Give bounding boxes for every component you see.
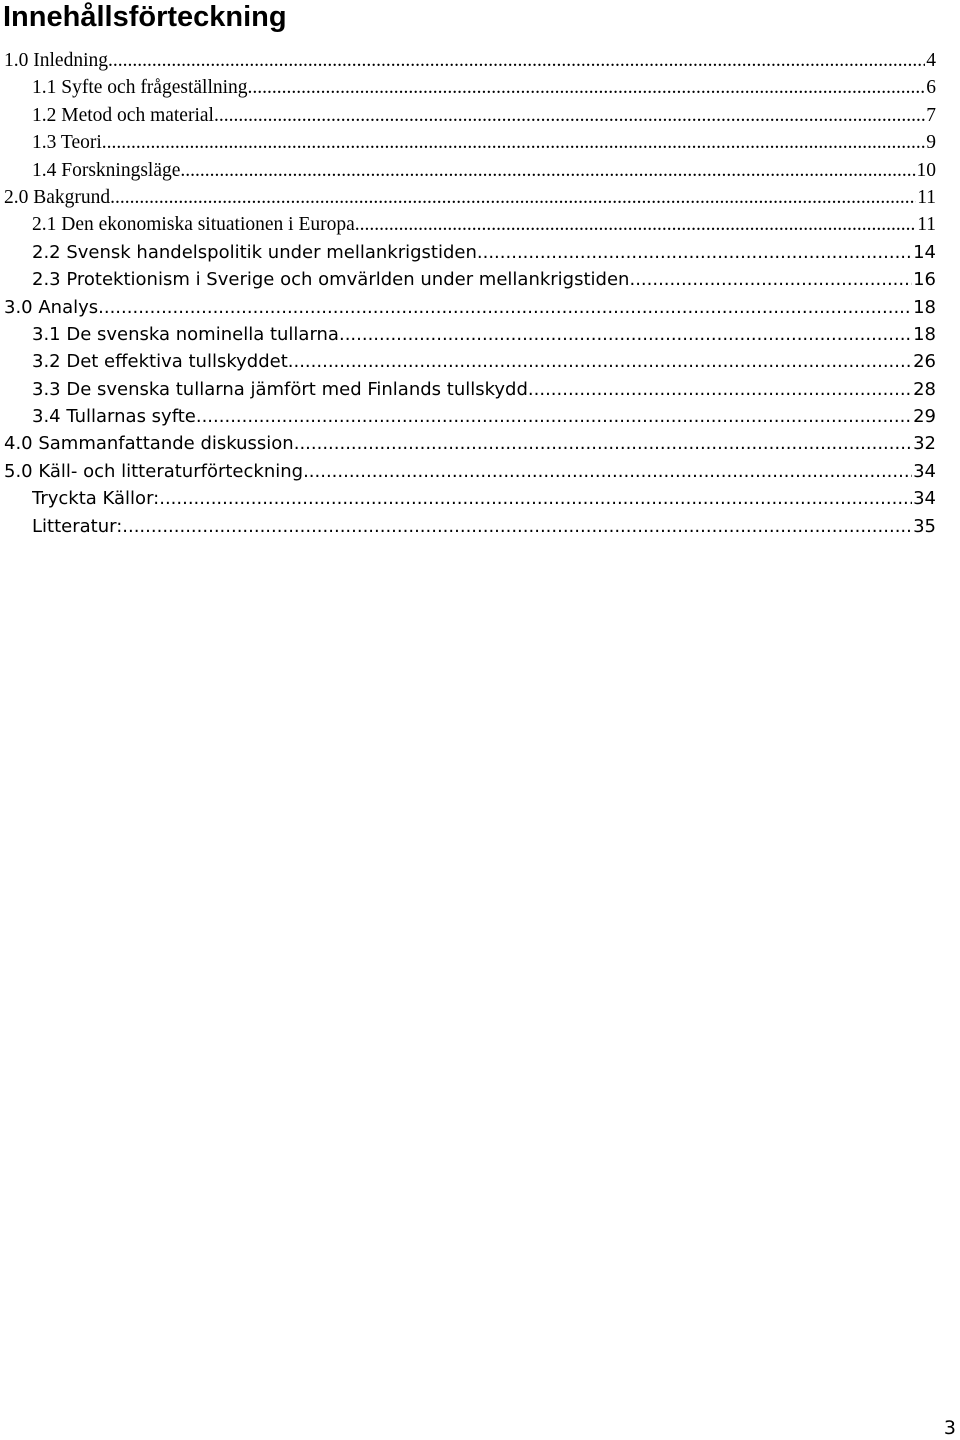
toc-entry[interactable] xyxy=(0,47,960,74)
toc-entry-title: 2.3 Protektionism i Sverige och omvärlden under mellankrigstiden xyxy=(32,266,629,293)
toc-entry-title: 1.0 Inledning xyxy=(4,47,108,74)
toc-entry-title: 3.2 Det effektiva tullskyddet xyxy=(32,348,288,375)
toc-entry-title: Litteratur: xyxy=(32,513,122,540)
dot-leader xyxy=(159,485,912,512)
toc-entry-page: 7 xyxy=(926,104,936,126)
toc-entry-line xyxy=(32,211,936,238)
toc-entry-title: 1.1 Syfte och frågeställning xyxy=(32,74,248,101)
toc-entry-page: 26 xyxy=(913,351,936,373)
toc-entry-title: 3.4 Tullarnas syfte xyxy=(32,403,196,430)
toc-entry-line xyxy=(32,102,936,129)
toc-entry[interactable] xyxy=(0,485,960,512)
toc-entry-page: 11 xyxy=(917,186,936,208)
toc-entry[interactable] xyxy=(0,458,960,485)
toc-entry-line xyxy=(4,184,936,211)
toc-entry-title: 3.0 Analys xyxy=(4,294,98,321)
toc-entry[interactable] xyxy=(0,184,960,211)
dot-leader xyxy=(303,458,912,485)
toc-entry-title: 1.4 Forskningsläge xyxy=(32,157,180,184)
toc-entry[interactable] xyxy=(0,430,960,457)
dot-leader xyxy=(108,47,925,74)
toc-entry-line xyxy=(4,458,936,485)
dot-leader xyxy=(122,513,912,540)
toc-entry-page: 29 xyxy=(913,406,936,428)
toc-entry-page: 9 xyxy=(926,132,936,154)
toc-entry-page: 18 xyxy=(913,296,936,318)
toc-entry-line xyxy=(4,47,936,74)
toc-entry-line xyxy=(32,513,936,540)
dot-leader xyxy=(288,348,912,375)
toc-entry-page: 35 xyxy=(913,515,936,537)
toc-entry-line xyxy=(32,485,936,512)
dot-leader xyxy=(339,321,912,348)
dot-leader xyxy=(110,184,916,211)
toc-entry-title: 3.1 De svenska nominella tullarna xyxy=(32,321,339,348)
toc-entry-line xyxy=(32,376,936,403)
dot-leader xyxy=(98,294,912,321)
toc-entry-page: 18 xyxy=(913,323,936,345)
dot-leader xyxy=(294,430,912,457)
toc-entry-title: 2.1 Den ekonomiska situationen i Europa xyxy=(32,211,355,238)
toc-entry-title: 2.0 Bakgrund xyxy=(4,184,110,211)
toc-entry-line xyxy=(4,430,936,457)
toc-entry[interactable] xyxy=(0,266,960,293)
toc-entry[interactable] xyxy=(0,239,960,266)
toc-entry-line xyxy=(4,294,936,321)
dot-leader xyxy=(180,157,915,184)
toc-entry-title: Tryckta Källor: xyxy=(32,485,159,512)
toc-entry-page: 4 xyxy=(926,50,936,71)
toc-entry[interactable] xyxy=(0,102,960,129)
toc-entry-page: 32 xyxy=(913,433,936,455)
table-of-contents xyxy=(0,47,960,540)
toc-entry-page: 34 xyxy=(913,488,936,510)
toc-entry-line xyxy=(32,321,936,348)
toc-entry[interactable] xyxy=(0,294,960,321)
toc-entry-line xyxy=(32,403,936,430)
toc-entry-line xyxy=(32,157,936,184)
toc-entry-line xyxy=(32,74,936,101)
toc-entry[interactable] xyxy=(0,321,960,348)
toc-entry-page: 16 xyxy=(913,269,936,291)
dot-leader xyxy=(355,211,916,238)
toc-entry-line xyxy=(32,266,936,293)
toc-entry-page: 6 xyxy=(926,77,936,99)
toc-entry[interactable] xyxy=(0,348,960,375)
toc-entry-title: 3.3 De svenska tullarna jämfört med Finlands tullskydd xyxy=(32,376,528,403)
dot-leader xyxy=(102,129,925,156)
toc-entry-line xyxy=(32,239,936,266)
dot-leader xyxy=(196,403,912,430)
toc-entry-page: 10 xyxy=(916,159,936,181)
toc-entry-title: 5.0 Käll- och litteraturförteckning xyxy=(4,458,303,485)
dot-leader xyxy=(477,239,912,266)
toc-entry-title: 1.3 Teori xyxy=(32,129,102,156)
toc-entry[interactable] xyxy=(0,403,960,430)
toc-entry-page: 28 xyxy=(913,378,936,400)
toc-entry[interactable] xyxy=(0,129,960,156)
toc-entry-page: 11 xyxy=(917,214,936,236)
toc-entry-page: 14 xyxy=(913,241,936,263)
toc-entry-title: 1.2 Metod och material xyxy=(32,102,214,129)
toc-entry-title: 4.0 Sammanfattande diskussion xyxy=(4,430,294,457)
toc-entry[interactable] xyxy=(0,376,960,403)
toc-entry[interactable] xyxy=(0,211,960,238)
toc-entry[interactable] xyxy=(0,157,960,184)
dot-leader xyxy=(528,376,912,403)
toc-entry[interactable] xyxy=(0,74,960,101)
dot-leader xyxy=(248,74,926,101)
page-number: 3 xyxy=(943,1417,956,1439)
toc-entry-page: 34 xyxy=(913,460,936,482)
toc-entry-line xyxy=(32,129,936,156)
toc-entry-title: 2.2 Svensk handelspolitik under mellankrigstiden xyxy=(32,239,477,266)
dot-leader xyxy=(629,266,912,293)
toc-entry[interactable] xyxy=(0,513,960,540)
page-title: Innehållsförteckning xyxy=(3,1,287,33)
toc-entry-line xyxy=(32,348,936,375)
dot-leader xyxy=(214,102,925,129)
